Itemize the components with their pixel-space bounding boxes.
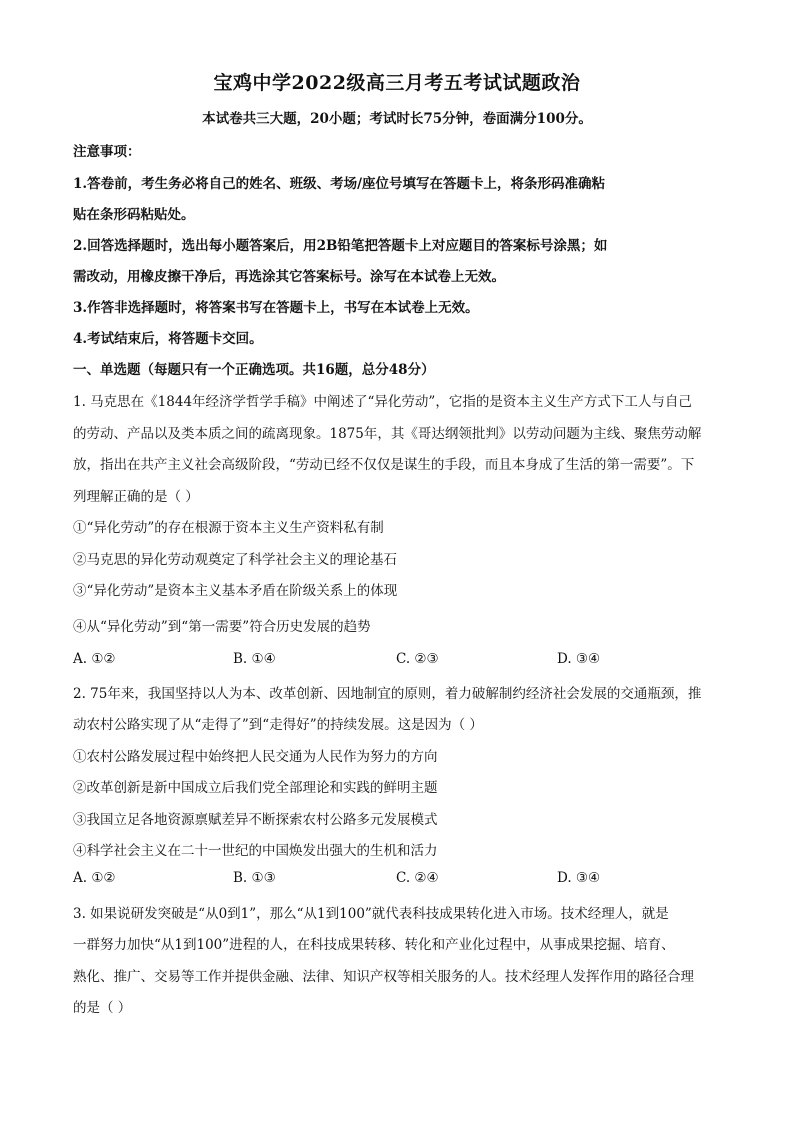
question-1-item: ③“异化劳动”是资本主义基本矛盾在阶级关系上的体现: [73, 583, 398, 599]
question-2-option-d: D. ③④: [557, 870, 601, 886]
question-1-option-d: D. ③④: [557, 651, 601, 667]
notes-heading: 注意事项：: [73, 144, 141, 160]
question-3-stem: 熟化、推广、交易等工作并提供金融、法律、知识产权等相关服务的人。技术经理人发挥作用的路径合理: [73, 969, 694, 985]
question-2-option-a: A. ①②: [73, 870, 116, 886]
section-heading: 一、单选题（每题只有一个正确选项。共16题，总分48分）: [73, 362, 435, 378]
question-2-option-c: C. ②④: [396, 870, 439, 886]
question-3-stem: 的是（ ）: [73, 1000, 132, 1016]
question-1-stem: 列理解正确的是（ ）: [73, 489, 199, 505]
page-title: 宝鸡中学2022级高三月考五考试试题政治: [213, 72, 581, 94]
notes-line: 需改动，用橡皮擦干净后，再选涂其它答案标号。涂写在本试卷上无效。: [73, 269, 505, 285]
question-2-item: ②改革创新是新中国成立后我们党全部理论和实践的鲜明主题: [73, 780, 438, 796]
notes-line: 1.答卷前，考生务必将自己的姓名、班级、考场/座位号填写在答题卡上，将条形码准确粘: [73, 176, 606, 192]
question-1-option-a: A. ①②: [73, 651, 116, 667]
question-1-item: ④从“异化劳动”到“第一需要”符合历史发展的趋势: [73, 619, 371, 635]
question-2-stem: 2. 75年来，我国坚持以人为本、改革创新、因地制宜的原则，着力破解制约经济社会发展的交通瓶颈，推: [73, 686, 702, 702]
question-1-stem: 1. 马克思在《1844年经济学哲学手稿》中阐述了“异化劳动”，它指的是资本主义生产方式下工人与自己: [73, 394, 692, 410]
question-1-stem: 的劳动、产品以及类本质之间的疏离现象。1875年，其《哥达纲领批判》以劳动问题为主线、聚焦劳动解: [73, 426, 702, 442]
question-3-stem: 3. 如果说研发突破是“从0到1”，那么“从1到100”就代表科技成果转化进入市场。技术经理人，就是: [73, 906, 669, 922]
notes-line: 2.回答选择题时，选出每小题答案后，用2B铅笔把答题卡上对应题目的答案标号涂黑；如: [73, 238, 608, 254]
question-2-stem: 动农村公路实现了从“走得了”到“走得好”的持续发展。这是因为（ ）: [73, 717, 483, 733]
notes-line: 4.考试结束后，将答题卡交回。: [73, 331, 263, 347]
question-2-item: ①农村公路发展过程中始终把人民交通为人民作为努力的方向: [73, 749, 438, 765]
question-1-option-c: C. ②③: [396, 651, 439, 667]
exam-instructions-summary: 本试卷共三大题，20小题；考试时长75分钟，卷面满分100分。: [202, 111, 592, 127]
notes-line: 贴在条形码粘贴处。: [73, 207, 195, 223]
question-1-item: ①“异化劳动”的存在根源于资本主义生产资料私有制: [73, 520, 384, 536]
question-2-item: ③我国立足各地资源禀赋差异不断探索农村公路多元发展模式: [73, 812, 438, 828]
question-2-option-b: B. ①③: [233, 870, 276, 886]
question-1-option-b: B. ①④: [233, 651, 276, 667]
question-1-item: ②马克思的异化劳动观奠定了科学社会主义的理论基石: [73, 552, 397, 568]
question-2-item: ④科学社会主义在二十一世纪的中国焕发出强大的生机和活力: [73, 843, 438, 859]
question-1-stem: 放，指出在共产主义社会高级阶段，“劳动已经不仅仅是谋生的手段，而且本身成了生活的第一需要”。下: [73, 457, 695, 473]
question-3-stem: 一群努力加快“从1到100”进程的人，在科技成果转移、转化和产业化过程中，从事成果挖掘、培育、: [73, 937, 675, 953]
notes-line: 3.作答非选择题时，将答案书写在答题卡上，书写在本试卷上无效。: [73, 300, 479, 316]
